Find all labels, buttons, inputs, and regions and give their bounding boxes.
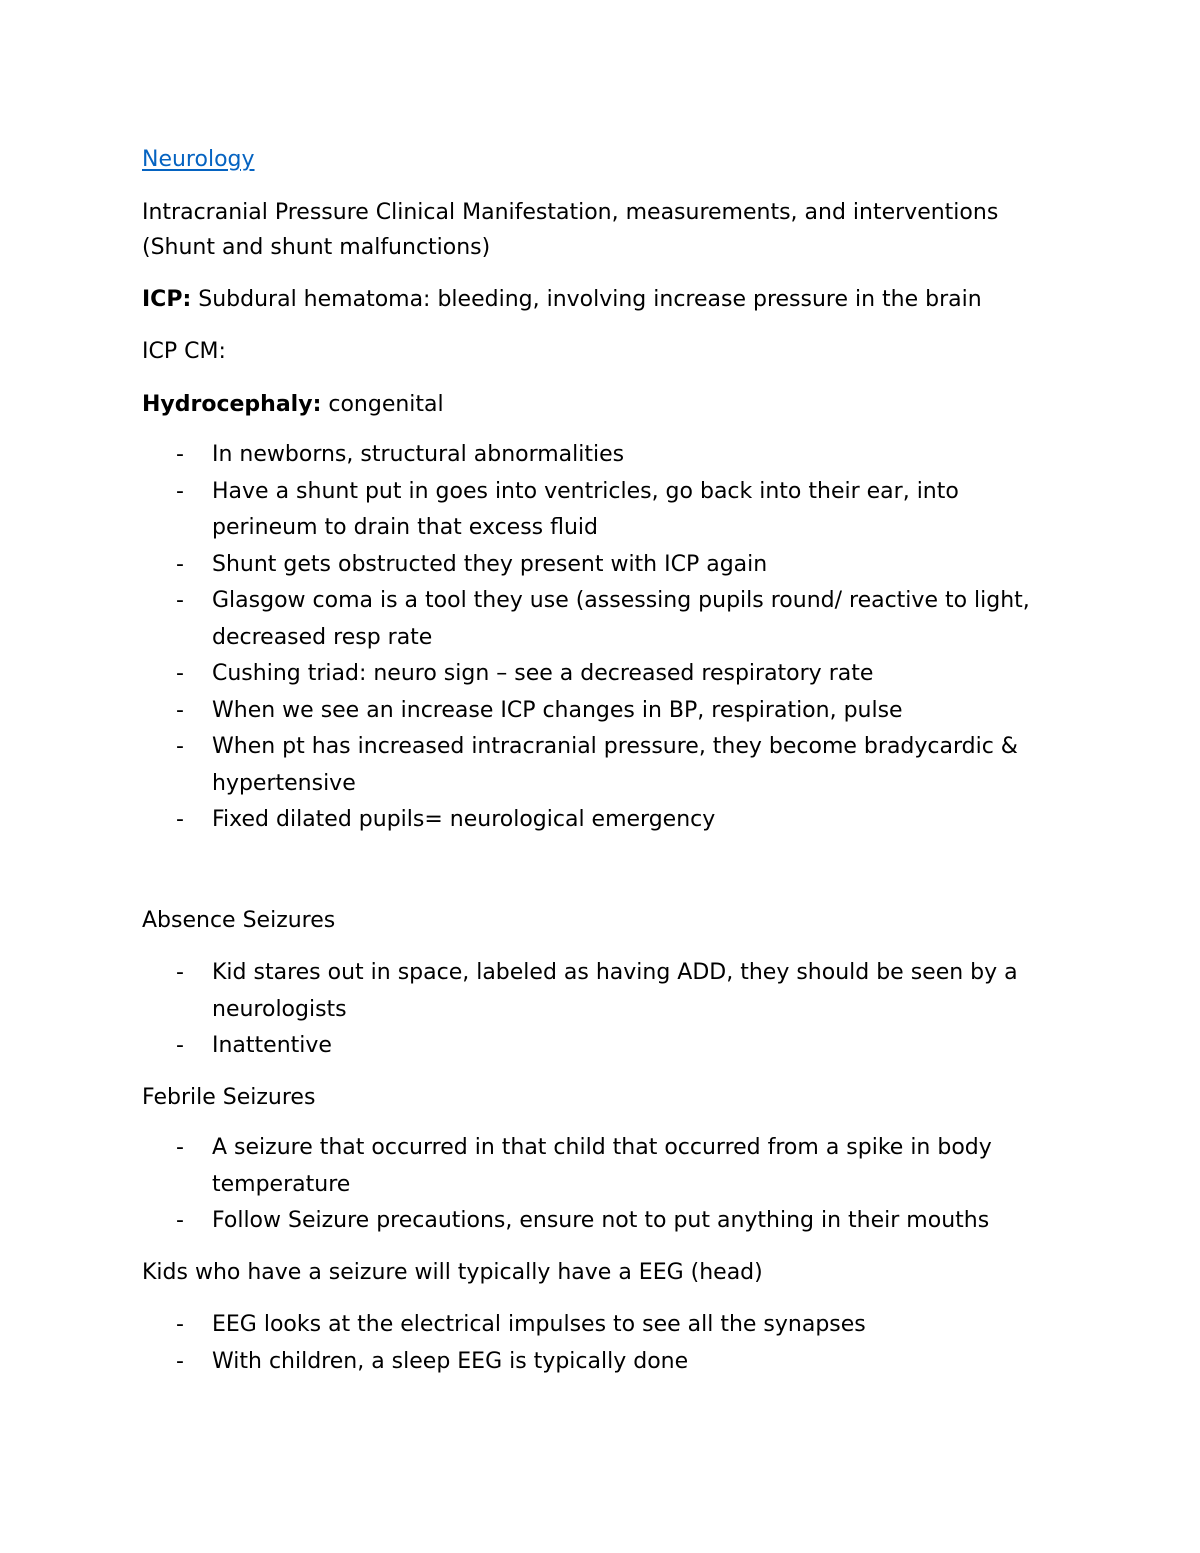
hydrocephaly-label: Hydrocephaly: [142,392,322,417]
list-item-continuation: temperature [212,1171,351,1197]
icp-paragraph [142,282,982,317]
dash-marker: - [176,734,184,759]
hydrocephaly-paragraph [142,387,444,422]
list-item: - With children, a sleep EEG is typically done [142,1344,866,1381]
eeg-heading: Kids who have a seizure will typically have a EEG (head) [142,1260,763,1285]
list-item-continuation: hypertensive [212,770,356,796]
list-item: - Have a shunt put in goes into ventricles, go back into their ear, into [142,474,1030,511]
eeg-list [142,1307,866,1380]
list-item-continuation: perineum to drain that excess fluid [212,515,598,540]
dash-marker: - [176,1348,184,1374]
list-item-continuation: neurologists [212,996,347,1022]
hydrocephaly-text: congenital [321,392,444,417]
febrile-seizures-heading: Febrile Seizures [142,1085,316,1110]
list-item: - EEG looks at the electrical impulses to see all the synapses [142,1307,866,1344]
dash-marker: - [176,1312,184,1337]
list-item: - When we see an increase ICP changes in BP, respiration, pulse [142,693,1030,730]
dash-marker: - [176,807,184,832]
dash-marker: - [176,551,184,577]
subtitle-line-2: (Shunt and shunt malfunctions) [142,235,491,260]
list-item: - In newborns, structural abnormalities [142,437,1030,474]
dash-marker: - [176,960,184,985]
absence-seizures-heading: Absence Seizures [142,908,336,933]
dash-marker: - [176,661,184,686]
febrile-seizures-list [142,1130,992,1240]
icp-cm-paragraph: ICP CM: [142,339,226,364]
dash-marker: - [176,588,184,613]
icp-text: Subdural hematoma: bleeding, involving increase pressure in the brain [191,287,982,312]
list-item: - Kid stares out in space, labeled as having ADD, they should be seen by a [142,955,1018,992]
list-item-continuation: decreased resp rate [212,624,433,650]
dash-marker: - [176,442,184,467]
dash-marker: - [176,697,184,723]
absence-seizures-list [142,955,1018,1065]
list-item: - Shunt gets obstructed they present with ICP again [142,547,1030,584]
list-item: - Fixed dilated pupils= neurological emergency [142,802,1030,839]
list-item: - When pt has increased intracranial pressure, they become bradycardic & [142,729,1030,766]
dash-marker: - [176,478,184,504]
list-item: - Glasgow coma is a tool they use (assessing pupils round/ reactive to light, [142,583,1030,620]
hydrocephaly-list [142,437,1030,839]
dash-marker: - [176,1033,184,1058]
list-item: - Follow Seizure precautions, ensure not to put anything in their mouths [142,1203,992,1240]
list-item: - Cushing triad: neuro sign – see a decreased respiratory rate [142,656,1030,693]
dash-marker: - [176,1135,184,1160]
subtitle-line-1: Intracranial Pressure Clinical Manifestation, measurements, and interventions [142,200,999,225]
icp-label: ICP: [142,287,192,312]
page-title[interactable]: Neurology [142,147,255,172]
list-item: - A seizure that occurred in that child that occurred from a spike in body [142,1130,992,1167]
list-item: - Inattentive [142,1028,1018,1065]
dash-marker: - [176,1208,184,1233]
